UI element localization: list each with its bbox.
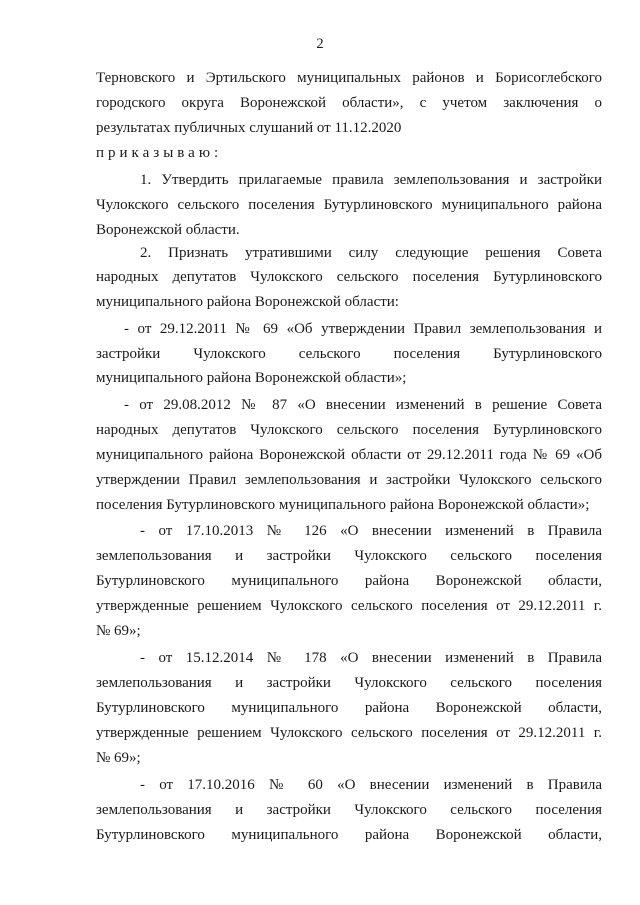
- text-line: застройки Чулокского сельского поселения Бутурлиновского: [96, 346, 602, 362]
- text-line: народных депутатов Чулокского сельского поселения Бутурлиновского: [96, 269, 602, 285]
- text-line: муниципального района Воронежской области от 29.12.2011 года № 69 «Об: [96, 447, 602, 463]
- order-heading: приказываю:: [96, 145, 223, 161]
- text-line: утвержденные решением Чулокского сельского поселения от 29.12.2011 г.: [96, 598, 602, 614]
- text-line: Бутурлиновского муниципального района Воронежской области,: [96, 700, 602, 716]
- page-number: 2: [316, 36, 324, 52]
- text-line: 2. Признать утратившими силу следующие решения Совета: [140, 245, 602, 261]
- text-line: поселения Бутурлиновского муниципального района Воронежской области»;: [96, 497, 590, 513]
- list-item-line: - от 17.10.2016 № 60 «О внесении изменений в Правила: [140, 777, 602, 793]
- text-line: землепользования и застройки Чулокского сельского поселения: [96, 548, 602, 564]
- text-line: народных депутатов Чулокского сельского поселения Бутурлиновского: [96, 422, 602, 438]
- text-line: Чулокского сельского поселения Бутурлиновского муниципального района: [96, 197, 602, 213]
- text-line: результатах публичных слушаний от 11.12.2020: [96, 120, 402, 136]
- text-line: № 69»;: [96, 750, 141, 766]
- list-item-line: - от 15.12.2014 № 178 «О внесении изменений в Правила: [140, 650, 602, 666]
- text-line: муниципального района Воронежской области»;: [96, 370, 407, 386]
- text-line: Бутурлиновского муниципального района Воронежской области,: [96, 573, 602, 589]
- text-line: муниципального района Воронежской области:: [96, 294, 399, 310]
- text-line: землепользования и застройки Чулокского сельского поселения: [96, 802, 602, 818]
- text-line: Воронежской области.: [96, 222, 240, 238]
- text-line: № 69»;: [96, 623, 141, 639]
- text-line: городского округа Воронежской области», с учетом заключения о: [96, 95, 602, 111]
- text-line: утверждении Правил землепользования и застройки Чулокского сельского: [96, 472, 602, 488]
- text-line: землепользования и застройки Чулокского сельского поселения: [96, 675, 602, 691]
- text-line: Бутурлиновского муниципального района Воронежской области,: [96, 827, 602, 843]
- text-line: 1. Утвердить прилагаемые правила землепользования и застройки: [140, 172, 602, 188]
- list-item-line: - от 29.12.2011 № 69 «Об утверждении Правил землепользования и: [124, 321, 602, 337]
- list-item-line: - от 29.08.2012 № 87 «О внесении изменений в решение Совета: [124, 397, 602, 413]
- text-line: утвержденные решением Чулокского сельского поселения от 29.12.2011 г.: [96, 725, 602, 741]
- list-item-line: - от 17.10.2013 № 126 «О внесении изменений в Правила: [140, 523, 602, 539]
- text-line: Терновского и Эртильского муниципальных районов и Борисоглебского: [96, 70, 602, 86]
